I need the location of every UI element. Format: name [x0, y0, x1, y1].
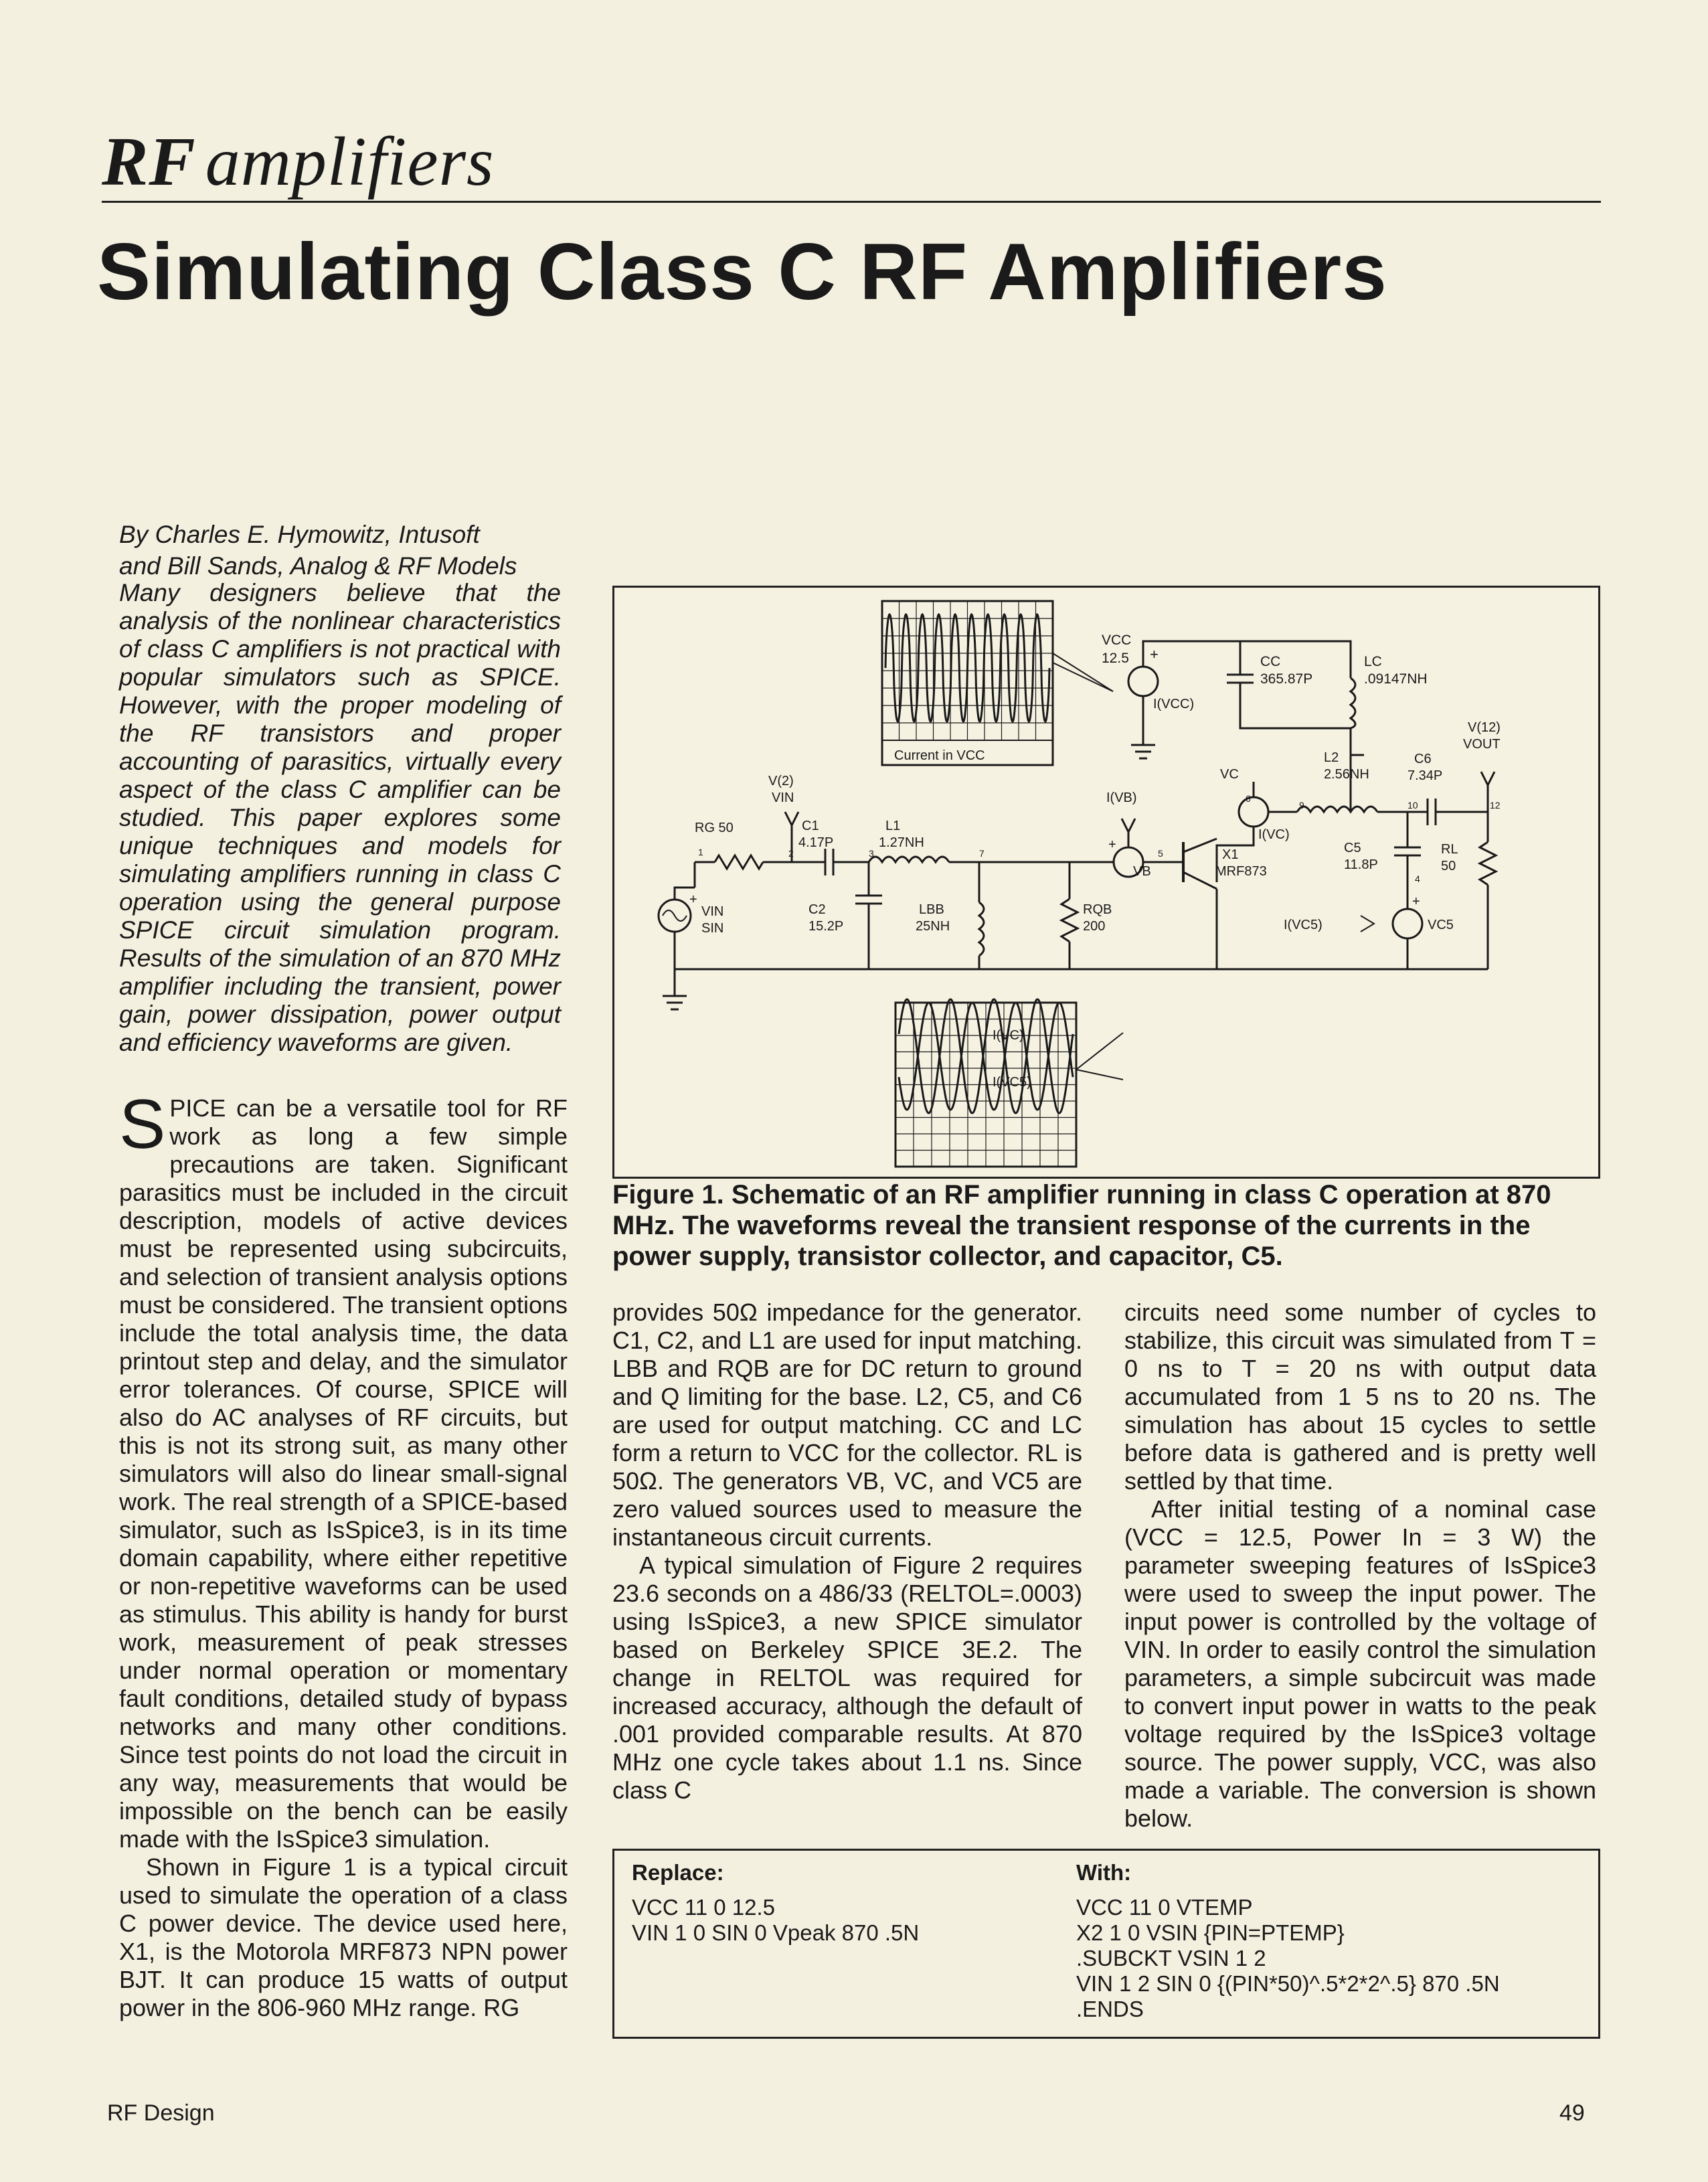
label-l2-val: 2.56NH — [1324, 767, 1369, 782]
label-lbb: LBB — [919, 902, 944, 917]
label-c2: C2 — [808, 902, 826, 917]
label-v2: V(2) — [768, 774, 794, 788]
label-c5-val: 11.8P — [1344, 857, 1378, 872]
rl-resistor — [1480, 842, 1496, 885]
label-x1-part: MRF873 — [1215, 864, 1267, 879]
label-rl: RL — [1441, 842, 1458, 857]
body-paragraph: provides 50Ω impedance for the generator. C1, C2, and L1 are used for input matching. LBB and RQB are for DC return to ground and Q limiting for the base. L2, C5, and C6 are used for output matching. CC and LC form a return to VCC for the collector. RL is 50Ω. The generators VB, VC, and VC5 are zero valued sources used to measure the instantaneous circuit currents. — [612, 1298, 1082, 1551]
vcc-source — [1128, 667, 1158, 696]
vc5-source — [1393, 909, 1422, 938]
lc-inductor — [1351, 678, 1355, 728]
body-paragraph: circuits need some number of cycles to stabilize, this circuit was simulated from T = 0 ns to T = 20 ns with output data accumulated from 1 5 ns to 20 ns. The simulation has about 15 cycles to settle before data is gathered and is pretty well settled by that time. — [1124, 1298, 1596, 1495]
label-cc-val: 365.87P — [1260, 671, 1313, 687]
label-l1: L1 — [885, 819, 901, 833]
label-x1: X1 — [1222, 847, 1239, 862]
page-title: Simulating Class C RF Amplifiers — [97, 227, 1387, 317]
body-paragraph: A typical simulation of Figure 2 requires 23.6 seconds on a 486/33 (RELTOL=.0003) using IsSpice3, a new SPICE simulator based on Berkeley SPICE 3E.2. The change in RELTOL was required for increased accuracy, although the default of .001 provided comparable results. At 870 MHz one cycle takes about 1.1 ns. Since class C — [612, 1551, 1082, 1804]
label-ivc5: I(VC5) — [1284, 918, 1322, 932]
plus-sign: + — [1412, 894, 1420, 909]
abstract: Many designers believe that the analysis of the nonlinear characteristics of class C amplifiers is not practical with popular simulators such as SPICE. However, with the proper modeling of the RF transistors and proper accounting of parasitics, virtually every aspect of the class C amplifier can be studied. This paper explores some unique techniques and models for simulating amplifiers running in class C operation using the general purpose SPICE circuit simulation program. Results of the simulation of an 870 MHz amplifier including the transient, power gain, power dissipation, power output and efficiency waveforms are given. — [119, 579, 561, 1056]
lbb-inductor — [979, 902, 984, 956]
netlist-code-box — [612, 1849, 1600, 2039]
label-l2: L2 — [1324, 750, 1339, 765]
figure-caption: Figure 1. Schematic of an RF amplifier running in class C operation at 870 MHz. The waveforms reveal the transient response of the currents in the power supply, transistor collector, and capacitor, C5. — [612, 1180, 1551, 1271]
label-vin-src: VIN — [701, 904, 724, 919]
header-rule — [102, 201, 1601, 203]
label-c6-val: 7.34P — [1407, 768, 1443, 783]
label-c2-val: 15.2P — [808, 919, 844, 934]
node-5: 5 — [1158, 848, 1163, 859]
label-c5: C5 — [1344, 841, 1361, 855]
l2-inductor — [1297, 807, 1377, 812]
footer-journal: RF Design — [107, 2100, 215, 2126]
label-vout: VOUT — [1463, 737, 1501, 752]
node-2: 2 — [788, 848, 794, 859]
schematic-svg — [614, 588, 1598, 1177]
node-6: 6 — [1246, 793, 1251, 804]
node-4: 4 — [1415, 873, 1420, 884]
byline — [119, 519, 517, 582]
code-line: X2 1 0 VSIN {PIN=PTEMP} — [1076, 1920, 1345, 1945]
body-paragraph — [119, 1086, 568, 1853]
paragraph-text: PICE can be a versatile tool for RF work as long a few simple precautions are taken. Significant parasitics must be included in the circuit description, models of active devices must be represented using subcircuits, and selection of transient analysis options must be considered. The transient options include the total analysis time, the data printout step and delay, and the simulator error tolerances. Of course, SPICE will also do AC analyses of RF circuits, but this is not its strong suit, as many other simulators will also do linear small-signal work. The real strength of a SPICE-based simulator, such as IsSpice3, is in its time domain capability, where either repetitive or non-repetitive waveforms can be used as stimulus. This ability is handy for burst work, measurement of peak stresses under normal operation or momentary fault conditions, detailed study of bypass networks and many other conditions. Since test points do not load the circuit in any way, measurements that would be impossible on the bench can be easily made with the IsSpice3 simulation. — [119, 1094, 568, 1853]
label-rqb: RQB — [1083, 902, 1112, 917]
label-rg: RG 50 — [695, 821, 734, 835]
with-heading: With: — [1076, 1860, 1132, 1885]
label-vc5: VC5 — [1428, 918, 1454, 932]
vcc-current-plot — [882, 601, 1113, 765]
body-paragraph: Shown in Figure 1 is a typical circuit used to simulate the operation of a class C power device. The device used here, X1, is the Motorola MRF873 NPN power BJT. It can produce 15 watts of output power in the 806-960 MHz range. RG — [119, 1853, 568, 2021]
label-vcc: VCC — [1102, 633, 1132, 648]
plus-sign: + — [1108, 837, 1116, 852]
node-7: 7 — [979, 848, 985, 859]
code-line: VIN 1 0 SIN 0 Vpeak 870 .5N — [632, 1920, 920, 1945]
label-cc: CC — [1260, 654, 1281, 669]
code-line: VCC 11 0 12.5 — [632, 1895, 776, 1920]
code-line: VIN 1 2 SIN 0 {(PIN*50)^.5*2*2^.5} 870 .5N — [1076, 1971, 1500, 1996]
label-lc: LC — [1364, 654, 1382, 669]
rqb-resistor — [1061, 899, 1078, 942]
code-line: .SUBCKT VSIN 1 2 — [1076, 1946, 1266, 1970]
label-lbb-val: 25NH — [916, 919, 950, 934]
l1-inductor — [869, 857, 949, 862]
label-vb: VB — [1133, 864, 1151, 879]
code-line: VCC 11 0 VTEMP — [1076, 1895, 1253, 1920]
body-column-2 — [612, 1298, 1082, 1805]
label-l1-val: 1.27NH — [879, 835, 924, 850]
label-rl-val: 50 — [1441, 859, 1456, 873]
replace-column — [632, 1860, 919, 1946]
node-3: 3 — [869, 848, 874, 859]
figure-1-schematic — [612, 586, 1600, 1179]
byline-line1: By Charles E. Hymowitz, Intusoft — [119, 521, 480, 548]
plot-label-vcc: Current in VCC — [894, 748, 985, 763]
label-sin: SIN — [701, 921, 724, 936]
section-logo: RF — [102, 123, 196, 200]
plus-sign: + — [689, 892, 697, 907]
trace-label-ivc5: I(VC5) — [993, 1075, 1031, 1090]
node-10: 10 — [1407, 800, 1418, 811]
label-c1-val: 4.17P — [798, 835, 834, 850]
trace-label-ivc: I(VC) — [993, 1028, 1024, 1043]
vc-source — [1239, 797, 1268, 827]
plus-sign: + — [1150, 646, 1159, 663]
body-paragraph: After initial testing of a nominal case (VCC = 12.5, Power In = 3 W) the parameter sweeping features of IsSpice3 were used to sweep the input power. The input power is controlled by the voltage of VIN. In order to easily control the simulation parameters, a simple subcircuit was made to convert input power in watts to the peak voltage required by the IsSpice3 voltage source. The power supply, VCC, was also made a variable. The conversion is shown below. — [1124, 1495, 1596, 1832]
page-number: 49 — [1559, 2100, 1585, 2126]
label-ivb: I(VB) — [1106, 790, 1137, 805]
label-vc: VC — [1220, 767, 1239, 782]
replace-heading: Replace: — [632, 1860, 724, 1885]
label-vin: VIN — [772, 790, 794, 805]
section-tag — [102, 123, 495, 200]
byline-line2: and Bill Sands, Analog & RF Models — [119, 552, 517, 580]
drop-cap: S — [119, 1086, 166, 1163]
code-line: .ENDS — [1076, 1997, 1144, 2021]
node-12: 12 — [1490, 800, 1501, 811]
label-lc-val: .09147NH — [1364, 671, 1428, 687]
body-column-3 — [1124, 1298, 1596, 1833]
label-ivcc: I(VCC) — [1153, 697, 1195, 711]
body-column-1 — [119, 1086, 568, 2022]
label-rqb-val: 200 — [1083, 919, 1106, 934]
label-ivc: I(VC) — [1258, 827, 1290, 842]
label-v12: V(12) — [1468, 720, 1501, 735]
with-column — [1076, 1860, 1500, 2022]
section-word: amplifiers — [205, 123, 495, 200]
label-c6: C6 — [1414, 752, 1432, 766]
rg-resistor — [715, 855, 763, 869]
label-vcc-val: 12.5 — [1102, 651, 1129, 666]
node-1: 1 — [698, 847, 703, 857]
node-9: 9 — [1299, 800, 1304, 811]
label-c1: C1 — [802, 819, 819, 833]
